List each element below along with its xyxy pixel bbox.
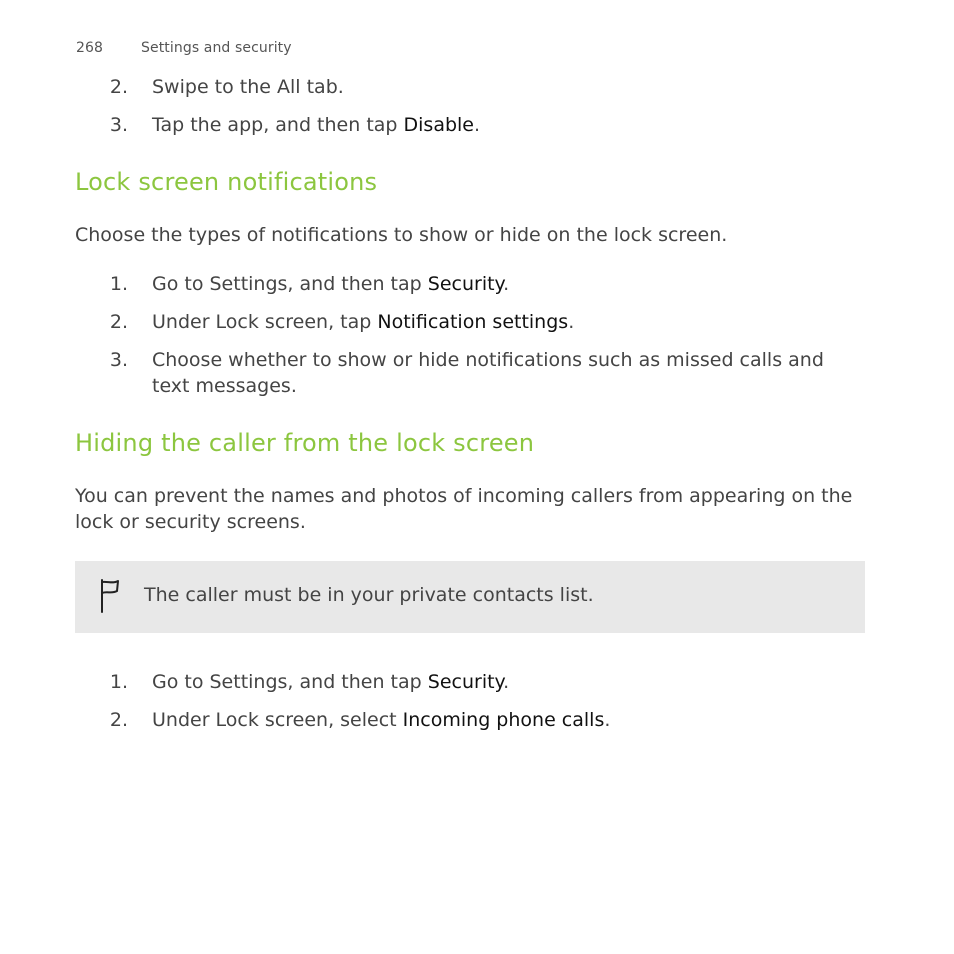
ui-term: Security [427,671,504,693]
flag-icon [99,578,121,614]
ui-term: Incoming phone calls [402,709,605,731]
step-number: 3. [109,114,128,136]
step-text: Under Lock screen, select Incoming phone calls. [152,709,611,731]
step-text: Go to Settings, and then tap Security. [152,671,510,693]
note-box [75,561,865,633]
page-number: 268 [76,40,104,56]
section-heading: Hiding the caller from the lock screen [75,429,535,457]
note-text: The caller must be in your private contacts list. [144,584,594,606]
step-number: 2. [109,709,128,731]
step-text: Choose whether to show or hide notifications such as missed calls and text messages. [152,349,824,397]
step-text: Tap the app, and then tap Disable. [152,114,481,136]
section-name: Settings and security [141,40,292,56]
section-heading: Lock screen notifications [75,168,378,196]
section-intro: You can prevent the names and photos of incoming callers from appearing on the lock or security screens. [75,485,853,533]
step-number: 2. [109,76,128,98]
step-number: 1. [109,273,128,295]
ui-term: Notification settings [377,311,569,333]
ui-term: Disable [403,114,474,136]
ui-term: Security [427,273,504,295]
step-number: 1. [109,671,128,693]
step-text: Under Lock screen, tap Notification settings. [152,311,575,333]
section-intro: Choose the types of notifications to show or hide on the lock screen. [75,224,728,246]
step-number: 2. [109,311,128,333]
step-text: Go to Settings, and then tap Security. [152,273,510,295]
page-header [76,40,292,56]
step-text: Swipe to the All tab. [152,76,344,98]
step-number: 3. [109,349,128,371]
